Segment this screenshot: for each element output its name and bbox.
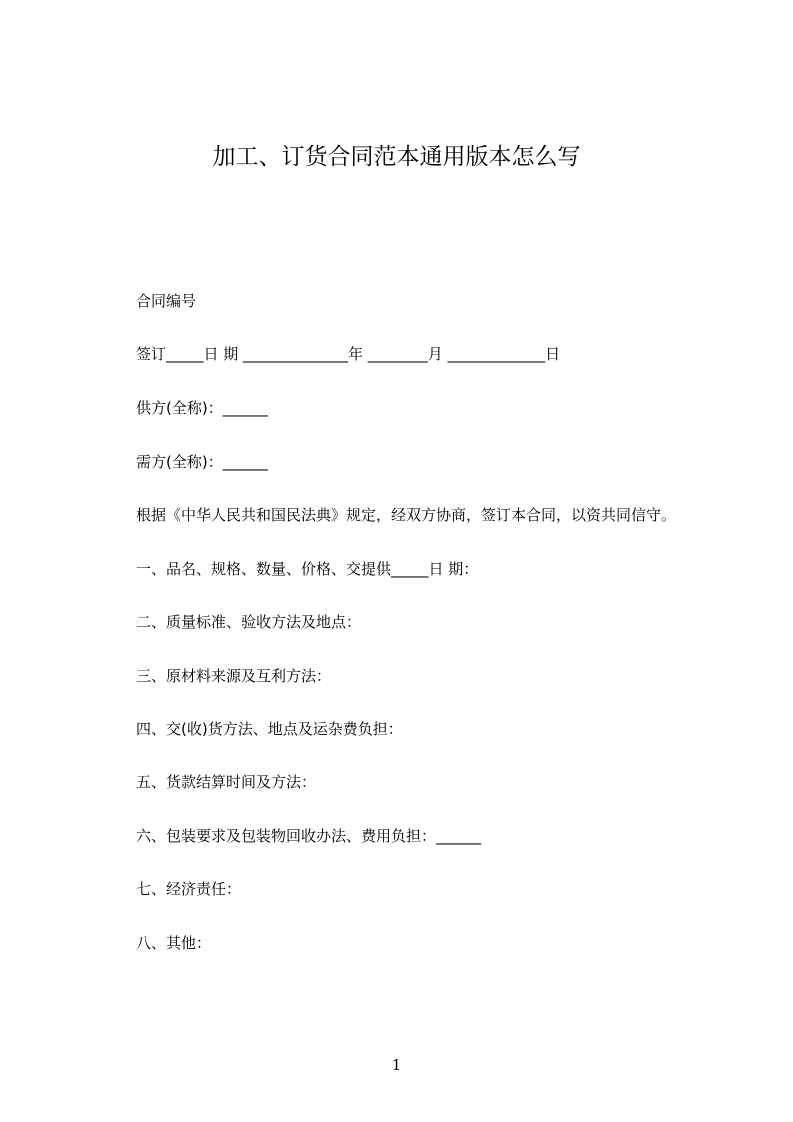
clause-8: 八、其他： [136,934,212,952]
clause-5: 五、货款结算时间及方法： [136,773,317,791]
clause-6: 六、包装要求及包装物回收办法、费用负担：______ [136,827,482,845]
clause-2: 二、质量标准、验收方法及地点： [136,613,362,631]
clause-3: 三、原材料来源及互利方法： [136,667,332,685]
clause-1: 一、品名、规格、数量、价格、交提供_____日 期： [136,560,479,578]
supplier-line: 供方(全称)：______ [136,399,268,417]
buyer-line: 需方(全称)：______ [136,453,268,471]
clause-4: 四、交(收)货方法、地点及运杂费负担： [136,720,403,738]
contract-number-label: 合同编号 [136,292,197,310]
clause-7: 七、经济责任： [136,880,242,898]
signing-date-line: 签订_____日 期 ______________年 ________月 _____________日 [136,345,561,363]
document-title: 加工、订货合同范本通用版本怎么写 [212,144,581,170]
page-number: 1 [391,1056,402,1074]
preamble-paragraph: 根据《中华人民共和国民法典》规定，经双方协商，签订本合同，以资共同信守。 [136,506,677,524]
